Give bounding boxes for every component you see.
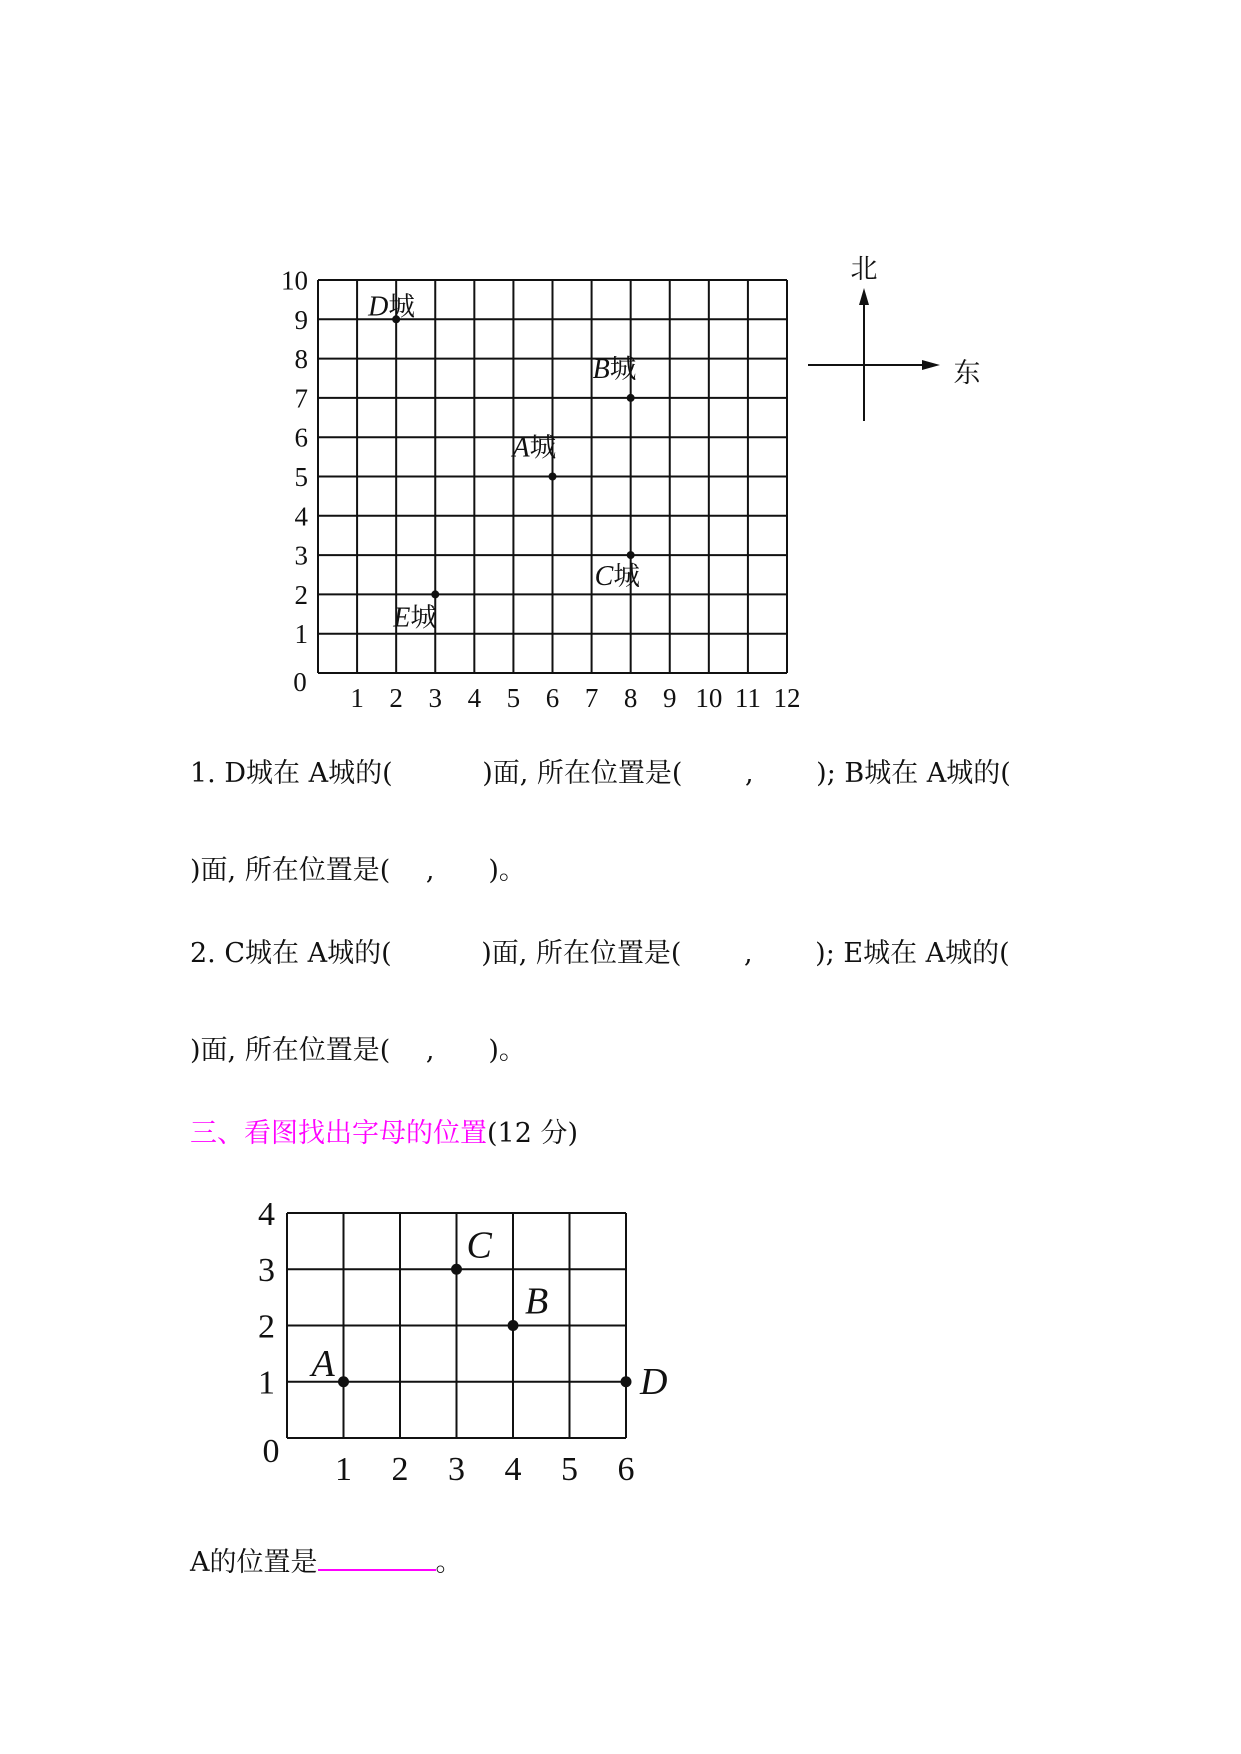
x-tick-label: 4 <box>467 683 482 713</box>
x-tick-label: 3 <box>448 1451 465 1488</box>
x-tick-label: 11 <box>734 683 761 713</box>
x-tick-label-0: 0 <box>293 667 307 697</box>
point-C <box>627 551 635 559</box>
compass-east-arrow-icon <box>922 360 940 370</box>
y-tick-label: 2 <box>294 579 308 610</box>
section-3-points: (12 分) <box>487 1118 579 1149</box>
x-tick-label: 1 <box>350 683 364 713</box>
x-tick-label: 5 <box>561 1451 578 1488</box>
answer-blank[interactable] <box>318 1545 436 1571</box>
y-tick-label: 9 <box>294 304 308 335</box>
point-B <box>508 1320 519 1331</box>
y-tick-label: 2 <box>258 1308 275 1346</box>
y-tick-label: 7 <box>294 383 308 414</box>
point-label-D: D城 <box>368 291 415 323</box>
point-label-A: A <box>311 1342 335 1385</box>
y-tick-label: 10 <box>281 265 308 296</box>
compass-north-label: 北 <box>850 254 878 284</box>
x-tick-label: 10 <box>695 683 723 713</box>
answer-suffix: 。 <box>435 1547 463 1578</box>
y-tick-label: 3 <box>294 540 308 571</box>
x-tick-label: 1 <box>335 1451 352 1488</box>
point-B <box>627 394 635 402</box>
point-C <box>451 1264 462 1275</box>
compass-east-label: 东 <box>953 358 981 388</box>
x-tick-label: 12 <box>773 683 801 713</box>
x-tick-label: 5 <box>506 683 521 713</box>
y-tick-label: 4 <box>294 501 308 532</box>
y-tick-label: 4 <box>258 1195 275 1233</box>
question-1-line-1: 1. D城在 A城的( )面, 所在位置是( , ); B城在 A城的( <box>190 758 1011 789</box>
x-tick-label: 6 <box>545 683 560 713</box>
x-tick-label: 6 <box>617 1451 635 1488</box>
x-tick-label: 8 <box>623 683 638 713</box>
y-tick-label: 1 <box>258 1364 275 1402</box>
answer-line <box>190 1545 463 1579</box>
x-tick-label: 2 <box>389 683 403 713</box>
y-tick-label: 5 <box>294 461 308 492</box>
x-tick-label: 3 <box>428 683 442 713</box>
x-tick-label: 9 <box>663 683 677 713</box>
point-A <box>549 473 557 481</box>
point-label-B: B <box>525 1280 549 1323</box>
y-tick-label: 6 <box>294 422 308 453</box>
point-D <box>621 1376 632 1387</box>
point-label-B: B城 <box>592 353 637 385</box>
point-A <box>338 1376 349 1387</box>
question-1-line-2: )面, 所在位置是( , )。 <box>190 855 526 886</box>
answer-prefix: A的位置是 <box>190 1547 318 1578</box>
point-label-C: C城 <box>594 561 640 593</box>
point-label-C: C <box>466 1224 492 1267</box>
compass-north-arrow-icon <box>859 288 869 305</box>
section-3-heading <box>190 1118 578 1150</box>
x-tick-label: 7 <box>584 683 599 713</box>
question-2-line-2: )面, 所在位置是( , )。 <box>190 1035 526 1066</box>
x-tick-label: 2 <box>391 1451 409 1488</box>
x-tick-label: 4 <box>504 1451 522 1488</box>
point-label-E: E城 <box>393 602 437 634</box>
y-tick-label: 3 <box>258 1252 275 1290</box>
point-E <box>431 590 439 598</box>
question-2-line-1: 2. C城在 A城的( )面, 所在位置是( , ); E城在 A城的( <box>190 938 1010 969</box>
point-label-D: D <box>640 1360 668 1403</box>
y-tick-label: 8 <box>294 344 308 375</box>
section-3-title: 三、看图找出字母的位置 <box>190 1118 487 1149</box>
coordinate-grid-cities <box>0 0 1241 760</box>
point-label-A: A城 <box>512 432 557 464</box>
y-tick-label: 1 <box>294 619 308 650</box>
x-tick-label-0: 0 <box>262 1433 280 1470</box>
